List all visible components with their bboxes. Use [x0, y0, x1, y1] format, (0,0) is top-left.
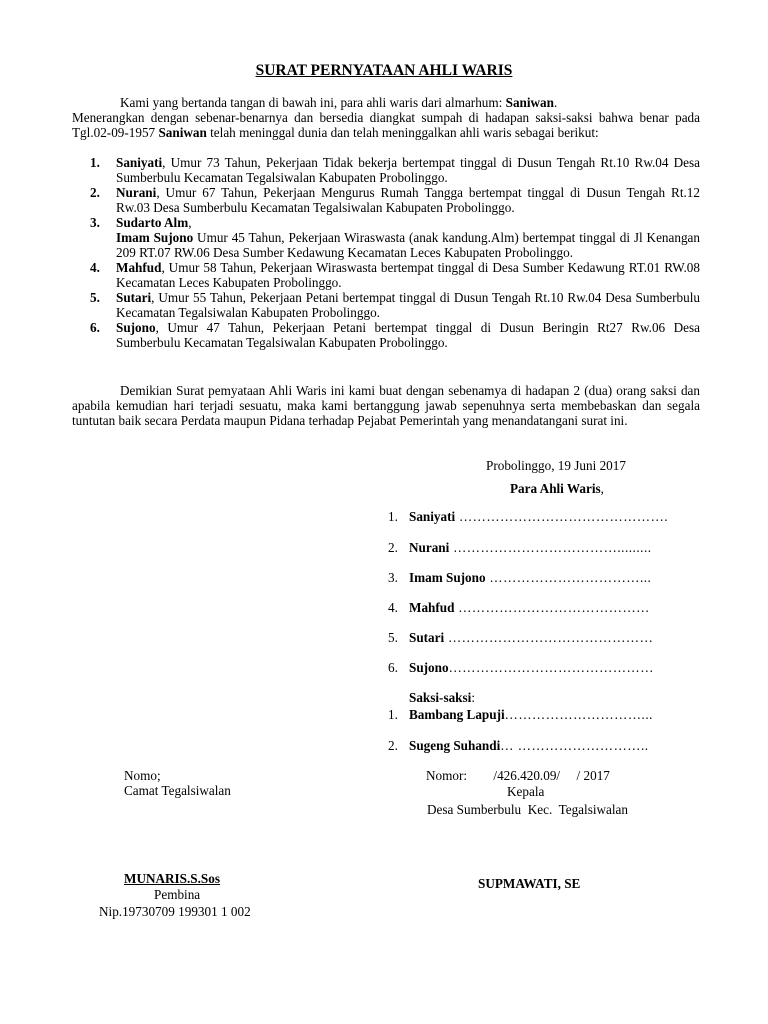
signature-line: ………………………………......... [449, 540, 652, 555]
kepala-name: SUPMAWATI, SE [478, 876, 581, 891]
heir-item: 6. Sujono, Umur 47 Tahun, Pekerjaan Petani bertempat tinggal di Dusun Beringin Rt27 Rw.06 Desa Sumberbulu Kecamatan Tegalsiwalan Kabupaten Probolinggo. [90, 320, 700, 350]
signature-line: … ……………………….. [500, 738, 649, 753]
heir-name: Sudarto Alm [116, 215, 189, 230]
heir-sub-name: Imam Sujono [116, 230, 194, 245]
signatory-name: Sutari [409, 630, 445, 645]
camat-nomo: Nomo; [124, 768, 161, 783]
camat-nip: Nip.19730709 199301 1 002 [99, 904, 251, 919]
signatory-row: 5. Sutari ……………………………………… [388, 630, 654, 645]
para-ahli-waris-heading: Para Ahli Waris, [510, 481, 604, 496]
witness-row: 1. Bambang Lapuji…………………………... [388, 707, 653, 722]
signature-line: ………………………………………. [455, 509, 669, 524]
signatory-name: Mahfud [409, 600, 455, 615]
witness-name: Sugeng Suhandi [409, 738, 501, 753]
heir-item: 4. Mahfud, Umur 58 Tahun, Pekerjaan Wiraswasta bertempat tinggal di Desa Sumber Kedawung RT.01 RW.08 Kecamatan Leces Kabupaten Probolinggo. [90, 260, 700, 290]
heir-name: Sutari [116, 290, 152, 305]
signatory-row: 4. Mahfud …………………………………… [388, 600, 650, 615]
heir-name: Sujono [116, 320, 156, 335]
place-date: Probolinggo, 19 Juni 2017 [486, 458, 626, 473]
camat-title: Camat Tegalsiwalan [124, 783, 231, 798]
intro-line-2: Menerangkan dengan sebenar-benarnya dan bersedia diangkat sumpah di hadapan saksi-saksi bahwa benar pada Tgl.02-09-1957 Saniwan telah meninggal dunia dan telah meninggalkan ahli waris sebagai berikut: [72, 110, 700, 140]
witness-row: 2. Sugeng Suhandi… ……………………….. [388, 738, 649, 753]
heir-item: 2. Nurani, Umur 67 Tahun, Pekerjaan Mengurus Rumah Tangga bertempat tinggal di Dusun Tengah Rt.12 Rw.03 Desa Sumberbulu Kecamatan Tegalsiwalan Kabupaten Probolinggo. [90, 185, 700, 215]
signatory-name: Saniyati [409, 509, 456, 524]
witness-name: Bambang Lapuji [409, 707, 505, 722]
heirs-list [72, 155, 700, 350]
intro-line-1: Kami yang bertanda tangan di bawah ini, para ahli waris dari almarhum: Saniwan. [120, 95, 558, 110]
signatory-row: 1. Saniyati ………………………………………. [388, 509, 669, 524]
signatory-row: 6. Sujono……………………………………… [388, 660, 654, 675]
document-title: SURAT PERNYATAAN AHLI WARIS [255, 62, 513, 79]
heir-item: 1. Saniyati, Umur 73 Tahun, Pekerjaan Tidak bekerja bertempat tinggal di Dusun Tengah Rt.10 Rw.04 Desa Sumberbulu Kecamatan Tegalsiwalan Kabupaten Probolinggo. [90, 155, 700, 185]
signatory-name: Imam Sujono [409, 570, 486, 585]
signatory-name: Nurani [409, 540, 450, 555]
signatory-row: 2. Nurani ………………………………......... [388, 540, 652, 555]
camat-name: MUNARIS.S.Sos [124, 871, 220, 886]
closing-paragraph: Demikian Surat pemyataan Ahli Waris ini kami buat dengan sebenamya di hadapan 2 (dua) orang saksi dan apabila kemudian hari terjadi sesuatu, maka kami bertanggung jawab sepenuhnya serta membebaskan dan segala tuntutan baik secara Perdata maupun Pidana terhadap Pejabat Pemerintah yang menandatangani surat ini. [72, 383, 700, 428]
witnesses-heading: Saksi-saksi: [409, 690, 475, 705]
deceased-name-2: Saniwan [158, 125, 207, 140]
heir-name: Saniyati [116, 155, 163, 170]
signature-line: ……………………………………… [448, 660, 654, 675]
signature-line: ……………………………………… [444, 630, 654, 645]
signature-line: ……………………………... [485, 570, 652, 585]
deceased-name: Saniwan [505, 95, 554, 110]
heir-item: 3. Sudarto Alm, Imam Sujono Umur 45 Tahun, Pekerjaan Wiraswasta (anak kandung.Alm) bertempat tinggal di Jl Kenangan 209 RT.07 RW.06 Desa Sumber Kedawung Kecamatan Leces Kabupaten Probolinggo. [90, 215, 701, 260]
kepala-desa: Desa Sumberbulu Kec. Tegalsiwalan [427, 802, 628, 817]
heir-name: Nurani [116, 185, 157, 200]
intro-paragraph [72, 95, 700, 140]
signatory-name: Sujono [409, 660, 449, 675]
camat-rank: Pembina [154, 887, 201, 902]
kepala-title: Kepala [507, 784, 545, 799]
camat-block [124, 768, 231, 798]
heir-item: 5. Sutari, Umur 55 Tahun, Pekerjaan Petani bertempat tinggal di Dusun Tengah Rt.10 Rw.04 Desa Sumberbulu Kecamatan Tegalsiwalan Kabupaten Probolinggo. [90, 290, 700, 320]
signature-line: …………………………... [504, 707, 653, 722]
kepala-nomor: Nomor: /426.420.09/ / 2017 [426, 768, 610, 783]
signatory-row: 3. Imam Sujono ……………………………... [388, 570, 652, 585]
signature-line: …………………………………… [454, 600, 650, 615]
heir-name: Mahfud [116, 260, 162, 275]
